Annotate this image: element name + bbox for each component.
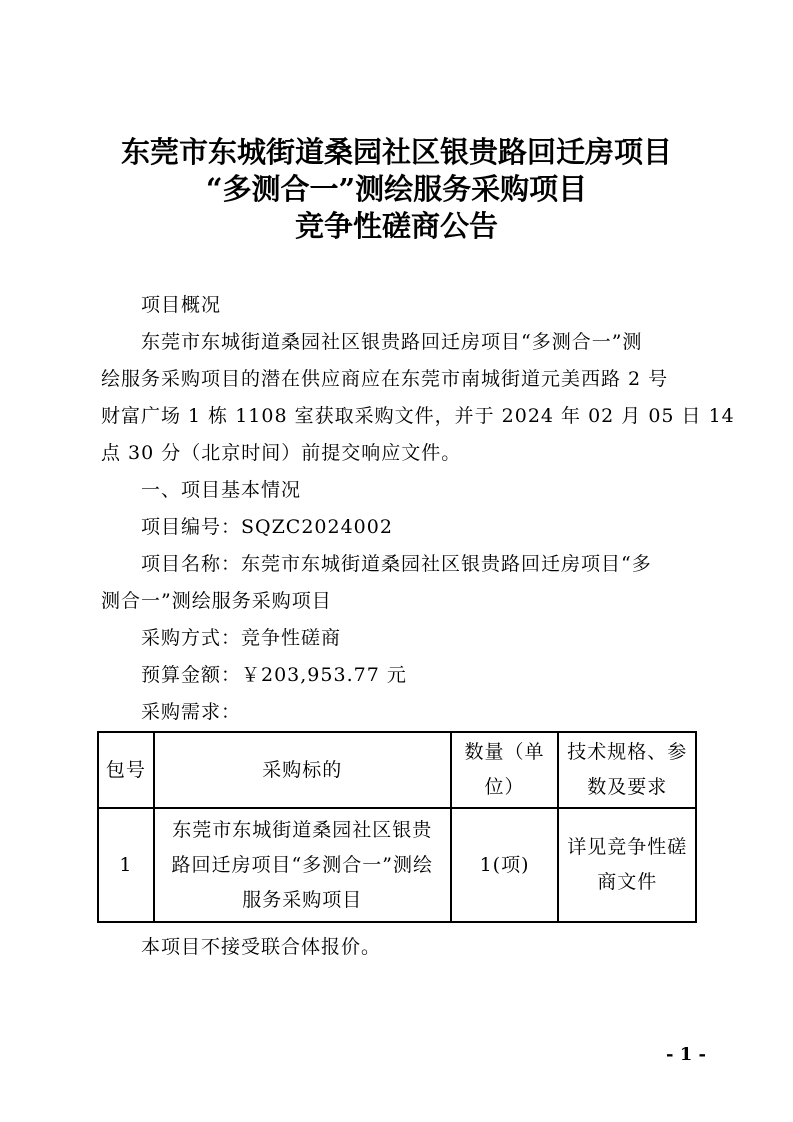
header-quantity	[451, 732, 559, 808]
header-spec-line-2: 数及要求	[587, 776, 668, 798]
cell-package-no: 1	[98, 808, 154, 922]
procurement-table	[97, 731, 697, 923]
overview-text-line-2: 绘服务采购项目的潜在供应商应在东莞市南城街道元美西路 2 号	[101, 368, 669, 390]
cell-spec-line-2: 商文件	[597, 871, 658, 893]
document-title-line-2: “多测合一”测绘服务采购项目	[205, 172, 588, 206]
cell-procurement-item	[154, 808, 451, 922]
cell-spec-line-1: 详见竞争性磋	[567, 836, 688, 858]
section-heading: 一、项目基本情况	[141, 479, 302, 501]
header-quantity-line-2: 位）	[484, 776, 525, 798]
project-name-line-2: 测合一”测绘服务采购项目	[101, 590, 332, 612]
header-quantity-line-1: 数量（单	[464, 741, 545, 763]
overview-heading: 项目概况	[141, 294, 222, 316]
header-package-no: 包号	[98, 732, 154, 808]
document-title-line-1: 东莞市东城街道桑园社区银贵路回迁房项目	[120, 135, 672, 169]
table-row	[98, 808, 696, 922]
consortium-note: 本项目不接受联合体报价。	[141, 936, 382, 958]
cell-item-line-2: 路回迁房项目“多测合一”测绘	[171, 853, 433, 876]
cell-item-line-3: 服务采购项目	[242, 888, 363, 911]
cell-quantity: 1(项)	[451, 808, 559, 922]
overview-text-line-1: 东莞市东城街道桑园社区银贵路回迁房项目“多测合一”测	[141, 331, 643, 353]
overview-text-line-4: 点 30 分（北京时间）前提交响应文件。	[101, 442, 462, 464]
cell-item-line-1: 东莞市东城街道桑园社区银贵	[172, 818, 433, 841]
header-spec	[558, 732, 696, 808]
procurement-demand-label: 采购需求：	[141, 701, 242, 723]
header-spec-line-1: 技术规格、参	[567, 741, 688, 763]
document-title-line-3: 竞争性磋商公告	[294, 209, 498, 243]
table-header-row	[98, 732, 696, 808]
overview-text-line-3: 财富广场 1 栋 1108 室获取采购文件，并于 2024 年 02 月 05 日 14	[101, 405, 735, 427]
project-number: 项目编号：SQZC2024002	[141, 516, 393, 538]
cell-spec	[558, 808, 696, 922]
page-number: - 1 -	[666, 1044, 706, 1065]
budget-amount: 预算金额：￥203,953.77 元	[141, 664, 407, 686]
header-procurement-item: 采购标的	[154, 732, 451, 808]
project-name-line-1: 项目名称：东莞市东城街道桑园社区银贵路回迁房项目“多	[141, 553, 652, 575]
procurement-method: 采购方式：竞争性磋商	[141, 627, 342, 649]
